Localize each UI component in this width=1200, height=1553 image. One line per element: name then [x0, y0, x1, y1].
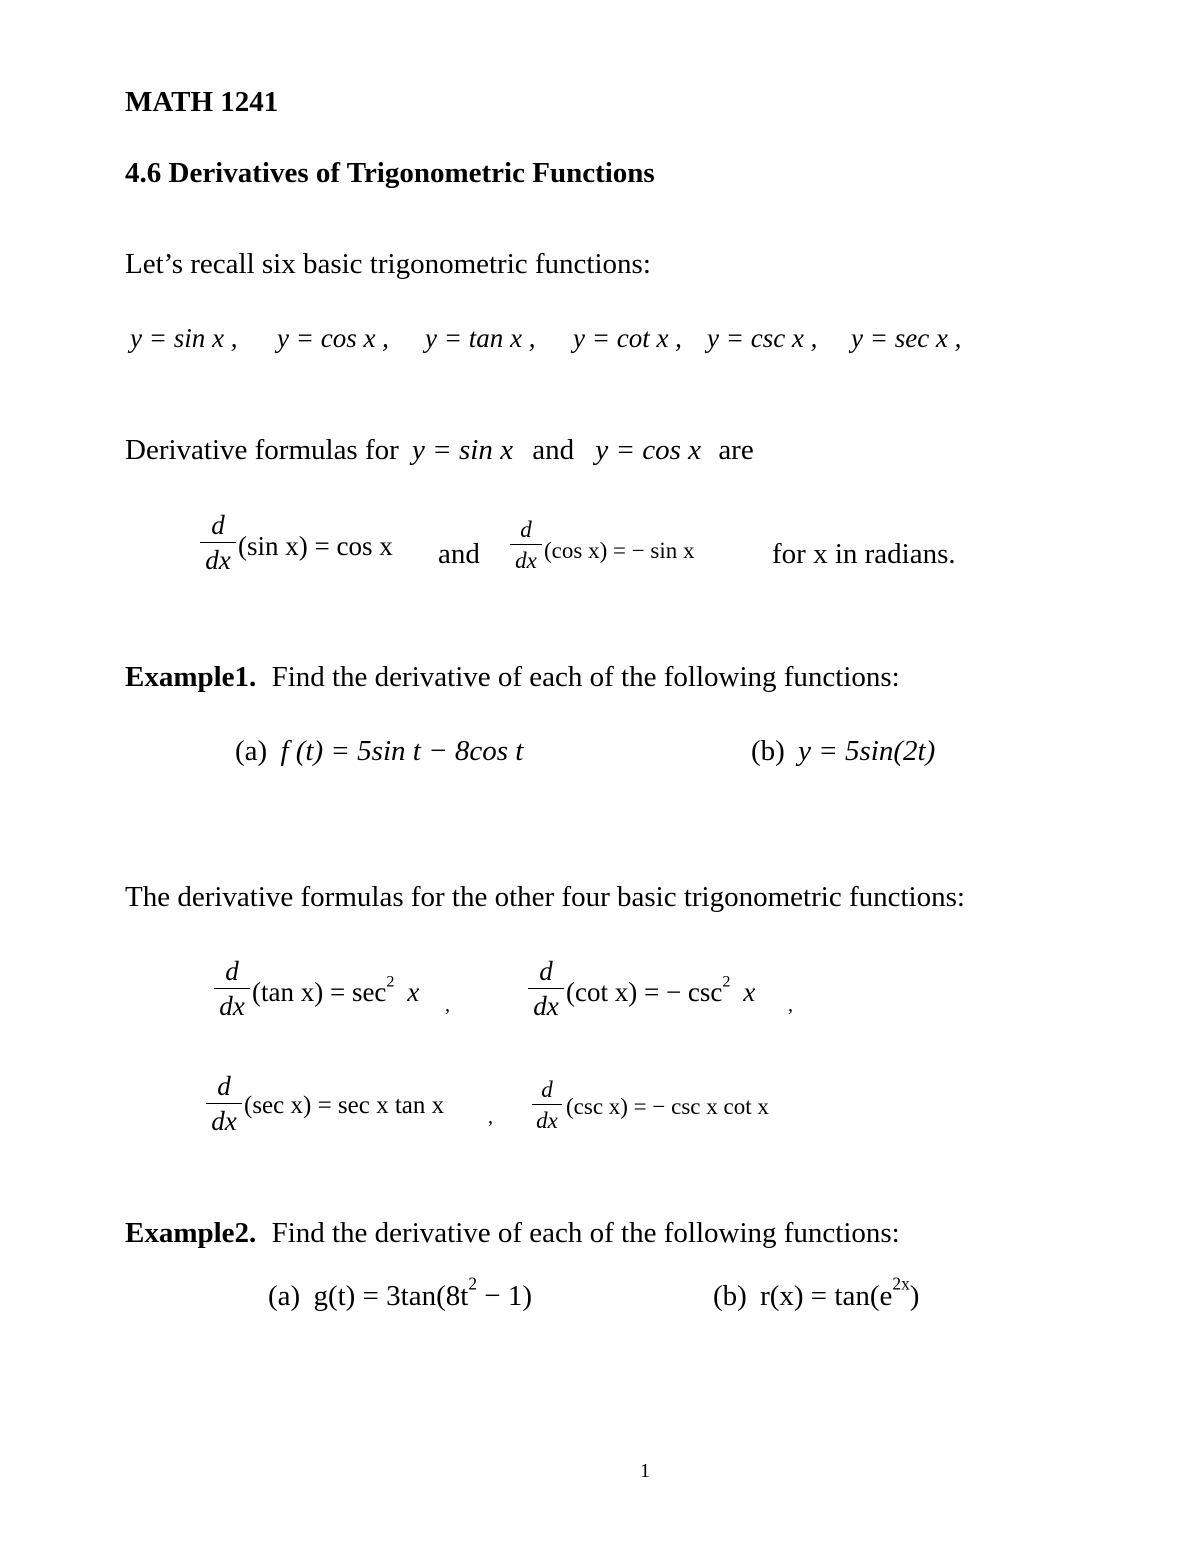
fraction-bar [214, 988, 250, 989]
example1-a-label: (a) [235, 735, 268, 767]
example2-b-exponent: 2x [892, 1273, 910, 1294]
fraction-numerator: d [225, 956, 239, 986]
example2-a-expr-body: g(t) = 3tan(8t [313, 1280, 469, 1312]
fraction-denominator: dx [211, 1106, 237, 1136]
fraction-d-dx-sec [206, 1073, 242, 1135]
fraction-d-dx-tan [214, 958, 250, 1020]
tan-tail: x [407, 977, 420, 1007]
example2-a-label: (a) [268, 1280, 301, 1312]
example2-a-tail: − 1) [477, 1280, 533, 1312]
formula-sin-derivative: (sin x) = cos x [238, 531, 393, 561]
example2-heading [125, 1217, 900, 1250]
example1-heading [125, 661, 900, 694]
example1-text: Find the derivative of each of the following functions: [271, 661, 900, 693]
formula-sec-derivative: (sec x) = sec x tan x [244, 1092, 445, 1119]
fraction-numerator: d [520, 517, 532, 542]
example1-part-b [751, 735, 935, 768]
example2-part-a [268, 1273, 533, 1313]
cot-exponent: 2 [722, 972, 731, 991]
function-sec: y = sec x , [851, 323, 962, 353]
formula-cos-derivative: (cos x) = − sin x [544, 538, 695, 563]
cot-body: (cot x) = − csc [566, 977, 723, 1007]
fraction-numerator: d [539, 956, 553, 986]
derivative-intro-prefix: Derivative formulas for [125, 434, 399, 466]
section-title: 4.6 Derivatives of Trigonometric Functions [125, 157, 655, 189]
derivative-intro [125, 434, 754, 467]
fraction-denominator: dx [536, 1108, 558, 1133]
formula-cot-derivative [566, 972, 756, 1008]
function-csc: y = csc x , [707, 323, 818, 353]
fraction-numerator: d [217, 1071, 231, 1101]
fraction-d-dx-csc [532, 1078, 562, 1132]
fraction-numerator: d [211, 510, 225, 540]
fraction-denominator: dx [515, 548, 537, 573]
fraction-denominator: dx [219, 991, 245, 1021]
derivative-intro-suffix: are [718, 434, 754, 466]
course-title: MATH 1241 [125, 86, 279, 118]
tan-body: (tan x) = sec [252, 977, 387, 1007]
page-number: 1 [640, 1460, 650, 1482]
function-cos: y = cos x , [277, 323, 389, 353]
example2-text: Find the derivative of each of the following functions: [271, 1217, 900, 1249]
fraction-d-dx-cos [510, 518, 542, 572]
example1-part-a [235, 735, 523, 768]
function-sin: y = sin x , [130, 323, 238, 353]
example2-b-expr [760, 1273, 920, 1312]
example2-label: Example2. [125, 1217, 257, 1249]
example2-a-expr [313, 1273, 533, 1312]
formula-and: and [438, 538, 480, 570]
cot-tail: x [743, 977, 756, 1007]
derivative-intro-f2: y = cos x [595, 434, 702, 466]
formula-csc-derivative: (csc x) = − csc x cot x [566, 1094, 769, 1119]
example1-a-expr: f (t) = 5sin t − 8cos t [280, 735, 524, 767]
derivative-intro-and: and [532, 434, 575, 466]
example2-b-label: (b) [713, 1280, 747, 1312]
example1-label: Example1. [125, 661, 257, 693]
fraction-bar [206, 1103, 242, 1104]
derivative-intro-f1: y = sin x [412, 434, 513, 466]
fraction-numerator: d [541, 1077, 553, 1102]
example1-b-expr: y = 5sin(2t) [798, 735, 936, 767]
function-cot: y = cot x , [573, 323, 682, 353]
example2-b-tail: ) [909, 1280, 920, 1312]
fraction-denominator: dx [533, 991, 559, 1021]
fraction-denominator: dx [205, 545, 231, 575]
comma-1: , [445, 994, 450, 1016]
fraction-d-dx-cot [528, 958, 564, 1020]
formula-tan-derivative [252, 972, 420, 1008]
example2-b-expr-body: r(x) = tan(e [760, 1280, 893, 1312]
fraction-bar [528, 988, 564, 989]
radians-note: for x in radians. [772, 538, 956, 570]
example2-a-exponent: 2 [468, 1273, 478, 1294]
example2-part-b [713, 1273, 920, 1313]
fraction-d-dx-sin [200, 512, 236, 574]
example1-b-label: (b) [751, 735, 785, 767]
fraction-bar [532, 1104, 562, 1105]
comma-2: , [788, 994, 793, 1016]
fraction-bar [510, 544, 542, 545]
other-formulas-intro: The derivative formulas for the other four basic trigonometric functions: [125, 881, 965, 913]
tan-exponent: 2 [386, 972, 395, 991]
recall-text: Let’s recall six basic trigonometric functions: [125, 248, 651, 280]
function-tan: y = tan x , [425, 323, 536, 353]
comma-3: , [488, 1106, 493, 1128]
fraction-bar [200, 542, 236, 543]
